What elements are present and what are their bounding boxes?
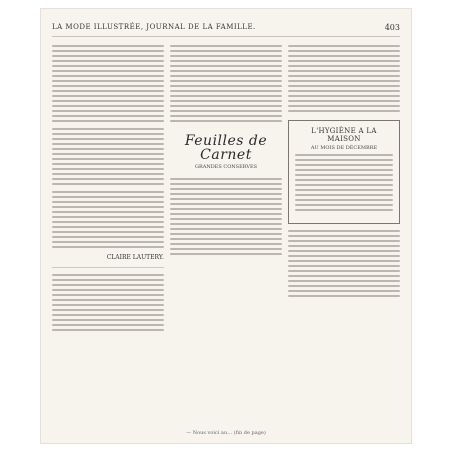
page-number: 403 <box>384 22 400 32</box>
text-block <box>52 191 164 248</box>
journal-title: LA MODE ILLUSTRÉE, JOURNAL DE LA FAMILLE. <box>52 23 256 31</box>
section-subtitle: GRANDES CONSERVES <box>194 164 258 170</box>
text-block <box>52 45 164 122</box>
text-block <box>170 178 282 255</box>
page-header <box>52 18 400 37</box>
text-block <box>52 128 164 185</box>
hygiene-box <box>288 120 400 224</box>
box-text <box>295 154 393 211</box>
author-signature: CLAIRE LAUTERY. <box>106 254 164 261</box>
text-block <box>52 274 164 331</box>
section-title: Feuilles de Carnet <box>184 133 268 163</box>
box-subtitle: AU MOIS DE DÉCEMBRE <box>310 145 378 151</box>
column-1 <box>52 42 164 337</box>
column-2 <box>170 42 282 261</box>
text-block <box>288 45 400 112</box>
newspaper-page <box>40 8 412 444</box>
text-block <box>170 45 282 122</box>
page-footer: — Nous voici au… (fin de page) <box>186 430 266 436</box>
box-title: L'HYGIÈNE A LA MAISON <box>311 127 377 143</box>
feuilles-de-carnet-heading <box>170 128 282 174</box>
column-divider <box>52 267 164 268</box>
column-3 <box>288 42 400 303</box>
text-block <box>288 230 400 297</box>
